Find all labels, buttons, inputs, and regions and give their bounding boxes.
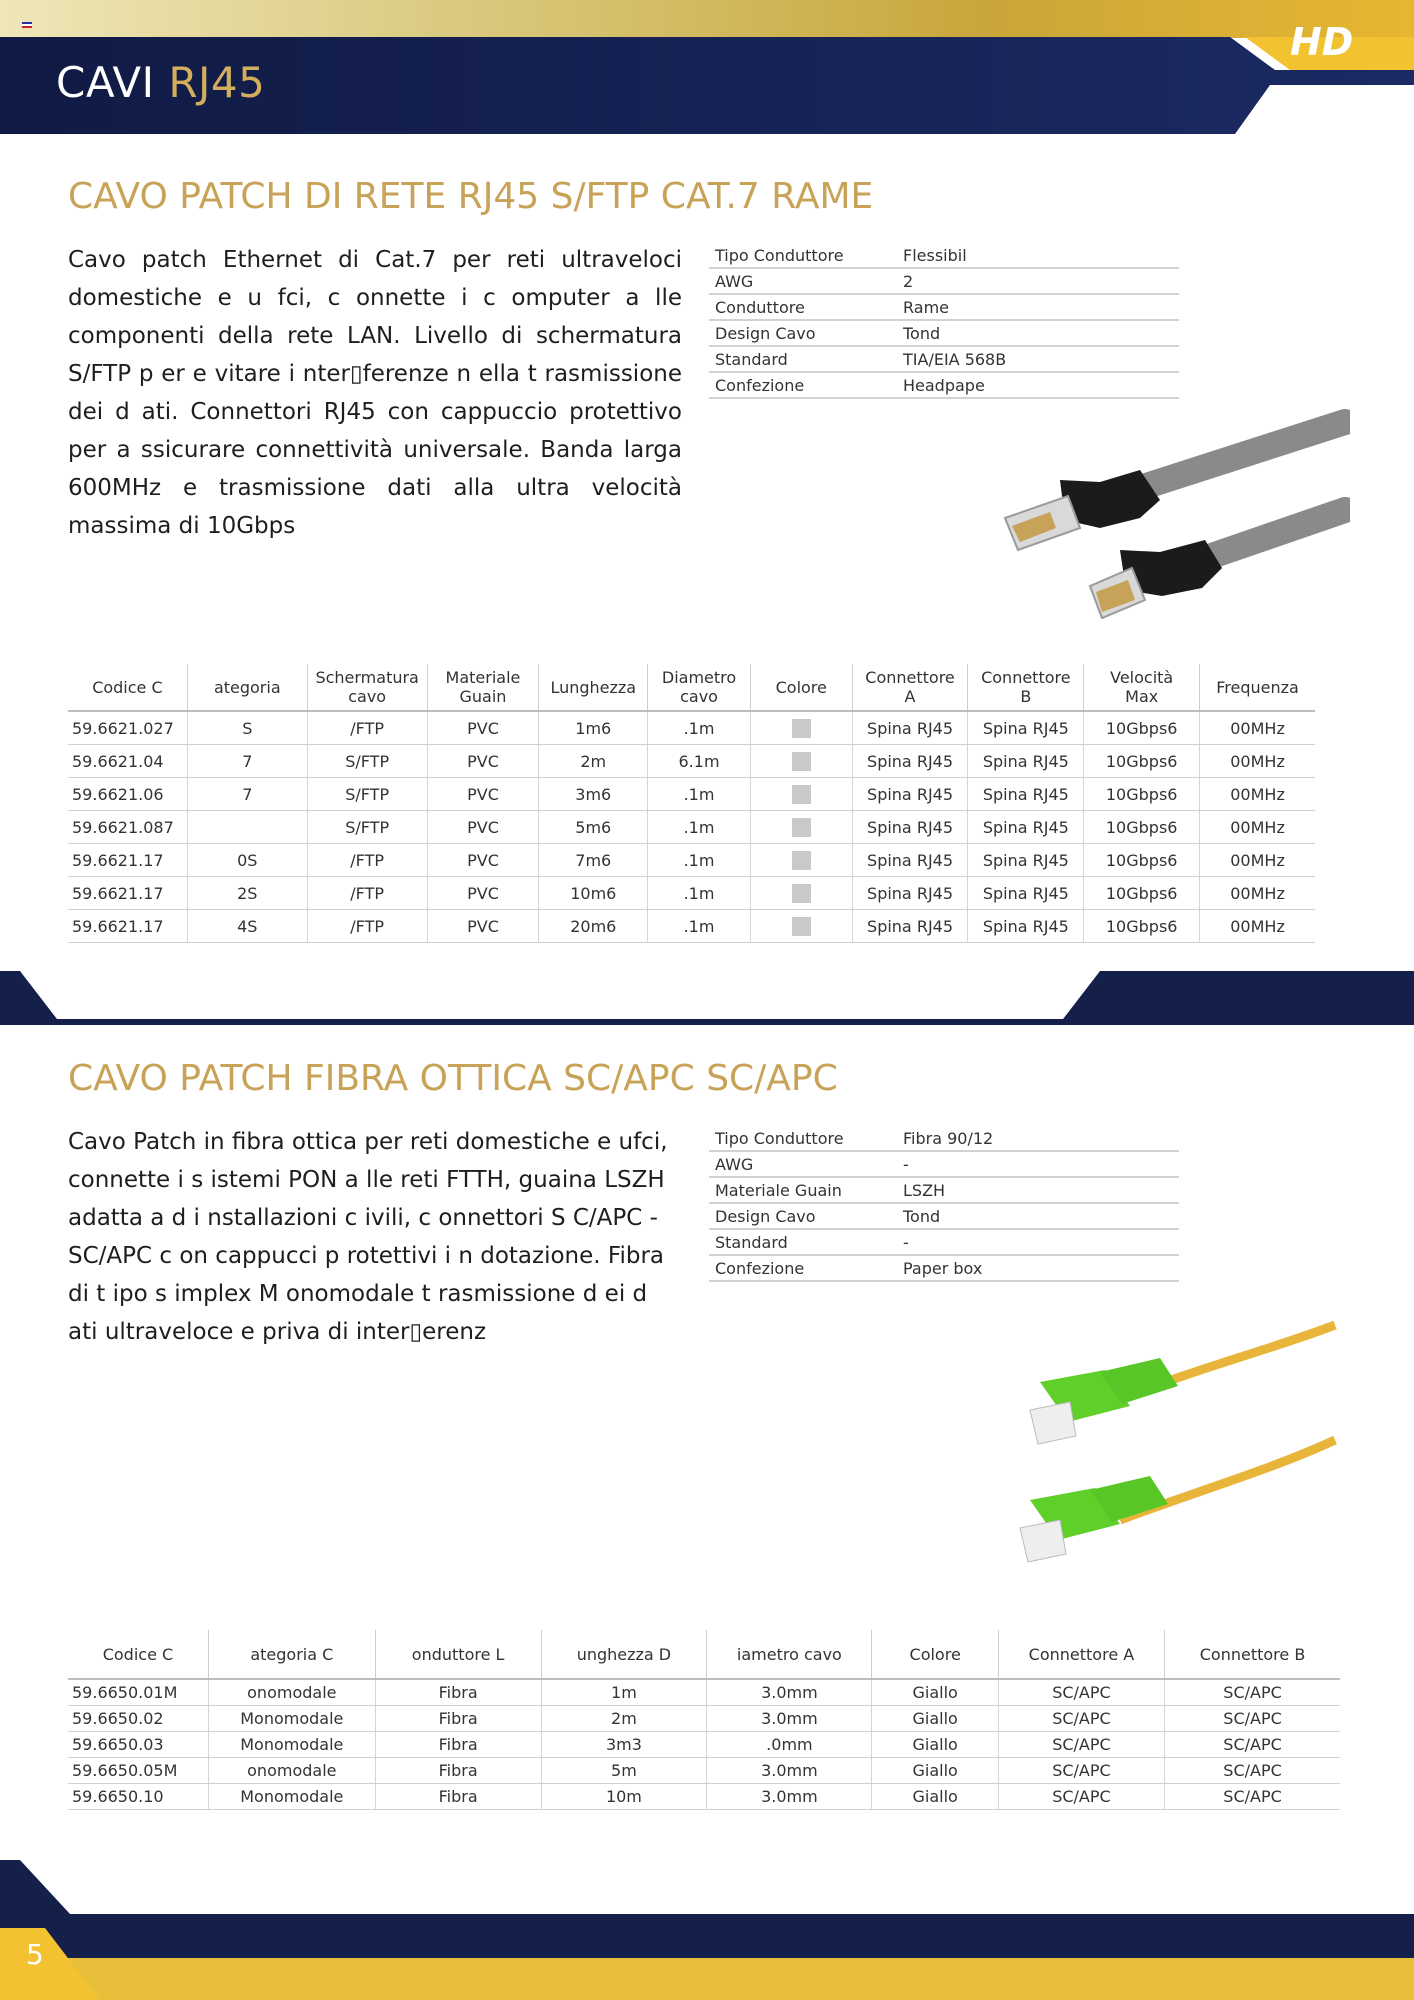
table-cell: Giallo xyxy=(872,1679,998,1706)
column-header xyxy=(427,664,539,711)
spec-row xyxy=(709,1126,1179,1151)
table-cell xyxy=(750,745,852,778)
table-row xyxy=(68,811,1315,844)
column-header-label: Codice C xyxy=(102,1644,174,1664)
color-swatch xyxy=(792,818,811,837)
table-cell: Spina RJ45 xyxy=(852,745,968,778)
table-cell: Spina RJ45 xyxy=(968,877,1084,910)
spec-label: AWG xyxy=(709,268,897,294)
table-cell: 10Gbps6 xyxy=(1084,778,1200,811)
table-cell: 10Gbps6 xyxy=(1084,711,1200,745)
column-header xyxy=(307,664,427,711)
column-header-label: Velocità Max xyxy=(1110,668,1174,706)
column-header xyxy=(539,664,648,711)
column-header xyxy=(968,664,1084,711)
table-cell: 2m xyxy=(539,745,648,778)
table-cell: S/FTP xyxy=(307,811,427,844)
table-cell: 00MHz xyxy=(1200,745,1315,778)
table-cell: SC/APC xyxy=(998,1679,1164,1706)
spec-row xyxy=(709,1255,1179,1281)
table-cell: 7m6 xyxy=(539,844,648,877)
table-cell: .1m xyxy=(648,844,751,877)
spec-value: Tond xyxy=(897,320,1179,346)
table-cell: Giallo xyxy=(872,1784,998,1810)
spec-label: Materiale Guain xyxy=(709,1177,897,1203)
table-cell: .1m xyxy=(648,811,751,844)
spec-row xyxy=(709,320,1179,346)
table-cell: 00MHz xyxy=(1200,910,1315,943)
table-row xyxy=(68,1679,1340,1706)
column-header xyxy=(541,1630,707,1679)
section2-description: Cavo Patch in fibra ottica per reti domestiche e ufci, connette i s istemi PON a lle reti FTTH, guaina LSZH adatta a d i nstallazioni c ivili, c onnettori S C/APC - SC/APC c on cappucci p rotettivi i n dotazione. Fibra di t ipo s implex M onomodale t rasmissione d ei d ati ultraveloce e priva di inter▯erenz xyxy=(68,1129,668,1345)
table-cell: Fibra xyxy=(375,1758,541,1784)
section2-title: CAVO PATCH FIBRA OTTICA SC/APC SC/APC xyxy=(68,1058,838,1099)
table-cell: Spina RJ45 xyxy=(968,844,1084,877)
table-cell: Spina RJ45 xyxy=(852,811,968,844)
table-cell: SC/APC xyxy=(1165,1706,1340,1732)
table-cell: 3.0mm xyxy=(707,1784,872,1810)
table-row xyxy=(68,877,1315,910)
spec-value: Flessibil xyxy=(897,243,1179,268)
table-cell: SC/APC xyxy=(1165,1758,1340,1784)
column-header xyxy=(750,664,852,711)
table-cell: 7 xyxy=(187,778,307,811)
table-cell: 00MHz xyxy=(1200,778,1315,811)
table-cell: /FTP xyxy=(307,910,427,943)
table-cell: Giallo xyxy=(872,1732,998,1758)
table-cell: 00MHz xyxy=(1200,711,1315,745)
table-cell: SC/APC xyxy=(1165,1732,1340,1758)
table-cell xyxy=(750,877,852,910)
column-header xyxy=(648,664,751,711)
column-header-label: Connettore A xyxy=(1028,1644,1135,1664)
table-cell: 59.6621.06 xyxy=(68,778,187,811)
table-cell: PVC xyxy=(427,910,539,943)
column-header-label: Diametro cavo xyxy=(661,668,737,706)
table-row xyxy=(68,1784,1340,1810)
column-header-label: onduttore L xyxy=(411,1644,505,1664)
column-header-label: Codice C xyxy=(92,677,163,697)
spec-label: Conduttore xyxy=(709,294,897,320)
table-cell: SC/APC xyxy=(998,1706,1164,1732)
column-header xyxy=(1200,664,1315,711)
table-cell: Spina RJ45 xyxy=(968,811,1084,844)
table-cell: S xyxy=(187,711,307,745)
table-cell: PVC xyxy=(427,877,539,910)
section1-spec-table xyxy=(709,243,1179,399)
table-cell: onomodale xyxy=(208,1758,375,1784)
spec-row xyxy=(709,268,1179,294)
table-cell: 3.0mm xyxy=(707,1706,872,1732)
column-header xyxy=(707,1630,872,1679)
spec-row xyxy=(709,1151,1179,1177)
table-cell xyxy=(750,844,852,877)
table-cell: /FTP xyxy=(307,877,427,910)
table-cell: 6.1m xyxy=(648,745,751,778)
column-header-label: Connettore B xyxy=(981,668,1071,706)
spec-row xyxy=(709,372,1179,398)
table-cell: /FTP xyxy=(307,711,427,745)
table-cell xyxy=(750,778,852,811)
section2-product-table xyxy=(68,1630,1340,1810)
table-cell: 00MHz xyxy=(1200,811,1315,844)
table-cell: .0mm xyxy=(707,1732,872,1758)
table-cell: Fibra xyxy=(375,1679,541,1706)
column-header-label: Materiale Guain xyxy=(445,668,521,706)
table-cell: 59.6621.17 xyxy=(68,877,187,910)
table-cell: Fibra xyxy=(375,1706,541,1732)
table-cell: 3m6 xyxy=(539,778,648,811)
table-cell: onomodale xyxy=(208,1679,375,1706)
table-cell: 10Gbps6 xyxy=(1084,811,1200,844)
table-cell: 00MHz xyxy=(1200,877,1315,910)
column-header xyxy=(68,1630,208,1679)
table-cell: Monomodale xyxy=(208,1706,375,1732)
spec-value: Headpape xyxy=(897,372,1179,398)
table-cell: 5m xyxy=(541,1758,707,1784)
column-header xyxy=(872,1630,998,1679)
table-cell: 3m3 xyxy=(541,1732,707,1758)
table-cell: 59.6650.05M xyxy=(68,1758,208,1784)
table-cell: 59.6650.02 xyxy=(68,1706,208,1732)
column-header-label: ategoria C xyxy=(250,1644,334,1664)
table-cell xyxy=(750,711,852,745)
column-header xyxy=(852,664,968,711)
table-cell: 59.6621.17 xyxy=(68,910,187,943)
table-cell: .1m xyxy=(648,778,751,811)
table-cell: PVC xyxy=(427,811,539,844)
table-cell: .1m xyxy=(648,711,751,745)
table-header-row xyxy=(68,1630,1340,1679)
table-cell: Spina RJ45 xyxy=(968,910,1084,943)
table-cell: Spina RJ45 xyxy=(968,745,1084,778)
spec-label: Confezione xyxy=(709,372,897,398)
table-cell: Fibra xyxy=(375,1784,541,1810)
table-cell: S/FTP xyxy=(307,778,427,811)
table-cell xyxy=(187,811,307,844)
spec-row xyxy=(709,1229,1179,1255)
table-row xyxy=(68,778,1315,811)
column-header-label: Colore xyxy=(775,677,827,697)
column-header-label: Frequenza xyxy=(1216,677,1299,697)
table-cell: 10m6 xyxy=(539,877,648,910)
table-cell: 4S xyxy=(187,910,307,943)
color-swatch xyxy=(792,884,811,903)
spec-value: Rame xyxy=(897,294,1179,320)
spec-row xyxy=(709,243,1179,268)
table-cell: Spina RJ45 xyxy=(968,778,1084,811)
table-cell: /FTP xyxy=(307,844,427,877)
table-cell: Spina RJ45 xyxy=(852,778,968,811)
section2-spec-table xyxy=(709,1126,1179,1282)
table-cell xyxy=(750,811,852,844)
spec-value: TIA/EIA 568B xyxy=(897,346,1179,372)
table-cell: Fibra xyxy=(375,1732,541,1758)
section-divider-band xyxy=(0,965,1414,1025)
table-row xyxy=(68,1732,1340,1758)
spec-label: Standard xyxy=(709,1229,897,1255)
spec-value: Tond xyxy=(897,1203,1179,1229)
color-swatch xyxy=(792,752,811,771)
page-number: 5 xyxy=(26,1938,44,1971)
table-cell: 2m xyxy=(541,1706,707,1732)
spec-value: LSZH xyxy=(897,1177,1179,1203)
color-swatch xyxy=(792,851,811,870)
table-cell: Monomodale xyxy=(208,1732,375,1758)
table-cell: 3.0mm xyxy=(707,1679,872,1706)
hd-logo: HD xyxy=(1290,20,1354,64)
column-header xyxy=(998,1630,1164,1679)
color-swatch xyxy=(792,917,811,936)
color-swatch xyxy=(792,719,811,738)
spec-value: - xyxy=(897,1229,1179,1255)
rj45-cable-image xyxy=(990,400,1350,640)
column-header-label: Lunghezza xyxy=(550,677,637,697)
color-swatch xyxy=(792,785,811,804)
table-cell: Spina RJ45 xyxy=(852,844,968,877)
column-header-label: Colore xyxy=(909,1644,961,1664)
section1-product-table xyxy=(68,664,1315,943)
table-cell: Spina RJ45 xyxy=(968,711,1084,745)
spec-label: Confezione xyxy=(709,1255,897,1281)
table-cell: 59.6621.087 xyxy=(68,811,187,844)
table-cell: 59.6621.027 xyxy=(68,711,187,745)
table-cell: Spina RJ45 xyxy=(852,910,968,943)
table-cell: 1m xyxy=(541,1679,707,1706)
table-cell: 59.6650.03 xyxy=(68,1732,208,1758)
spec-label: Design Cavo xyxy=(709,320,897,346)
page-title: CAVI RJ45 xyxy=(56,58,266,107)
table-cell: 10m xyxy=(541,1784,707,1810)
table-cell: 5m6 xyxy=(539,811,648,844)
table-cell: 59.6650.01M xyxy=(68,1679,208,1706)
spec-value: Fibra 90/12 xyxy=(897,1126,1179,1151)
table-cell: SC/APC xyxy=(998,1758,1164,1784)
spec-label: Design Cavo xyxy=(709,1203,897,1229)
spec-row xyxy=(709,346,1179,372)
spec-label: Tipo Conduttore xyxy=(709,1126,897,1151)
table-cell: 10Gbps6 xyxy=(1084,877,1200,910)
table-cell: Giallo xyxy=(872,1706,998,1732)
section1-description: Cavo patch Ethernet di Cat.7 per reti ultraveloci domestiche e u fci, c onnette i c omputer a lle componenti della rete LAN. Livello di schermatura S/FTP p er e vitare i nter▯ferenze n ella t rasmissione dei d ati. Connettori RJ45 con cappuccio protettivo per a ssicurare connettività universale. Banda larga 600MHz e trasmissione dati alla ultra velocità massima di 10Gbps xyxy=(68,247,682,539)
column-header xyxy=(1165,1630,1340,1679)
table-row xyxy=(68,711,1315,745)
spec-value: - xyxy=(897,1151,1179,1177)
column-header-label: ategoria xyxy=(213,677,281,697)
spec-row xyxy=(709,1177,1179,1203)
table-cell: 00MHz xyxy=(1200,844,1315,877)
table-cell: .1m xyxy=(648,910,751,943)
table-cell: SC/APC xyxy=(998,1732,1164,1758)
table-cell: 10Gbps6 xyxy=(1084,745,1200,778)
table-cell: PVC xyxy=(427,711,539,745)
fiber-cable-image xyxy=(1010,1310,1340,1600)
section1-title: CAVO PATCH DI RETE RJ45 S/FTP CAT.7 RAME xyxy=(68,176,874,217)
column-header xyxy=(187,664,307,711)
table-cell: 20m6 xyxy=(539,910,648,943)
table-cell: PVC xyxy=(427,778,539,811)
table-cell: SC/APC xyxy=(998,1784,1164,1810)
column-header-label: iametro cavo xyxy=(736,1644,842,1664)
spec-value: 2 xyxy=(897,268,1179,294)
table-cell: SC/APC xyxy=(1165,1679,1340,1706)
table-cell: SC/APC xyxy=(1165,1784,1340,1810)
table-row xyxy=(68,1706,1340,1732)
table-row xyxy=(68,745,1315,778)
table-cell: Spina RJ45 xyxy=(852,877,968,910)
column-header-label: Schermatura cavo xyxy=(315,668,419,706)
table-cell: 10Gbps6 xyxy=(1084,844,1200,877)
column-header xyxy=(375,1630,541,1679)
spec-value: Paper box xyxy=(897,1255,1179,1281)
column-header-label: Connettore A xyxy=(865,668,955,706)
table-cell: Giallo xyxy=(872,1758,998,1784)
table-header-row xyxy=(68,664,1315,711)
table-cell: 1m6 xyxy=(539,711,648,745)
table-cell: S/FTP xyxy=(307,745,427,778)
spec-label: Standard xyxy=(709,346,897,372)
spec-label: AWG xyxy=(709,1151,897,1177)
table-cell: 3.0mm xyxy=(707,1758,872,1784)
table-cell: 0S xyxy=(187,844,307,877)
table-row xyxy=(68,910,1315,943)
table-cell xyxy=(750,910,852,943)
table-cell: .1m xyxy=(648,877,751,910)
table-cell: 10Gbps6 xyxy=(1084,910,1200,943)
column-header-label: Connettore B xyxy=(1199,1644,1306,1664)
table-row xyxy=(68,1758,1340,1784)
table-cell: 59.6621.04 xyxy=(68,745,187,778)
table-cell: 2S xyxy=(187,877,307,910)
spec-label: Tipo Conduttore xyxy=(709,243,897,268)
column-header-label: unghezza D xyxy=(576,1644,672,1664)
column-header xyxy=(208,1630,375,1679)
column-header xyxy=(68,664,187,711)
spec-row xyxy=(709,294,1179,320)
spec-row xyxy=(709,1203,1179,1229)
table-cell: PVC xyxy=(427,844,539,877)
table-cell: 59.6650.10 xyxy=(68,1784,208,1810)
table-cell: Monomodale xyxy=(208,1784,375,1810)
table-cell: 7 xyxy=(187,745,307,778)
column-header xyxy=(1084,664,1200,711)
table-cell: PVC xyxy=(427,745,539,778)
footer-band xyxy=(0,1858,1414,2000)
table-cell: Spina RJ45 xyxy=(852,711,968,745)
table-cell: 59.6621.17 xyxy=(68,844,187,877)
table-row xyxy=(68,844,1315,877)
